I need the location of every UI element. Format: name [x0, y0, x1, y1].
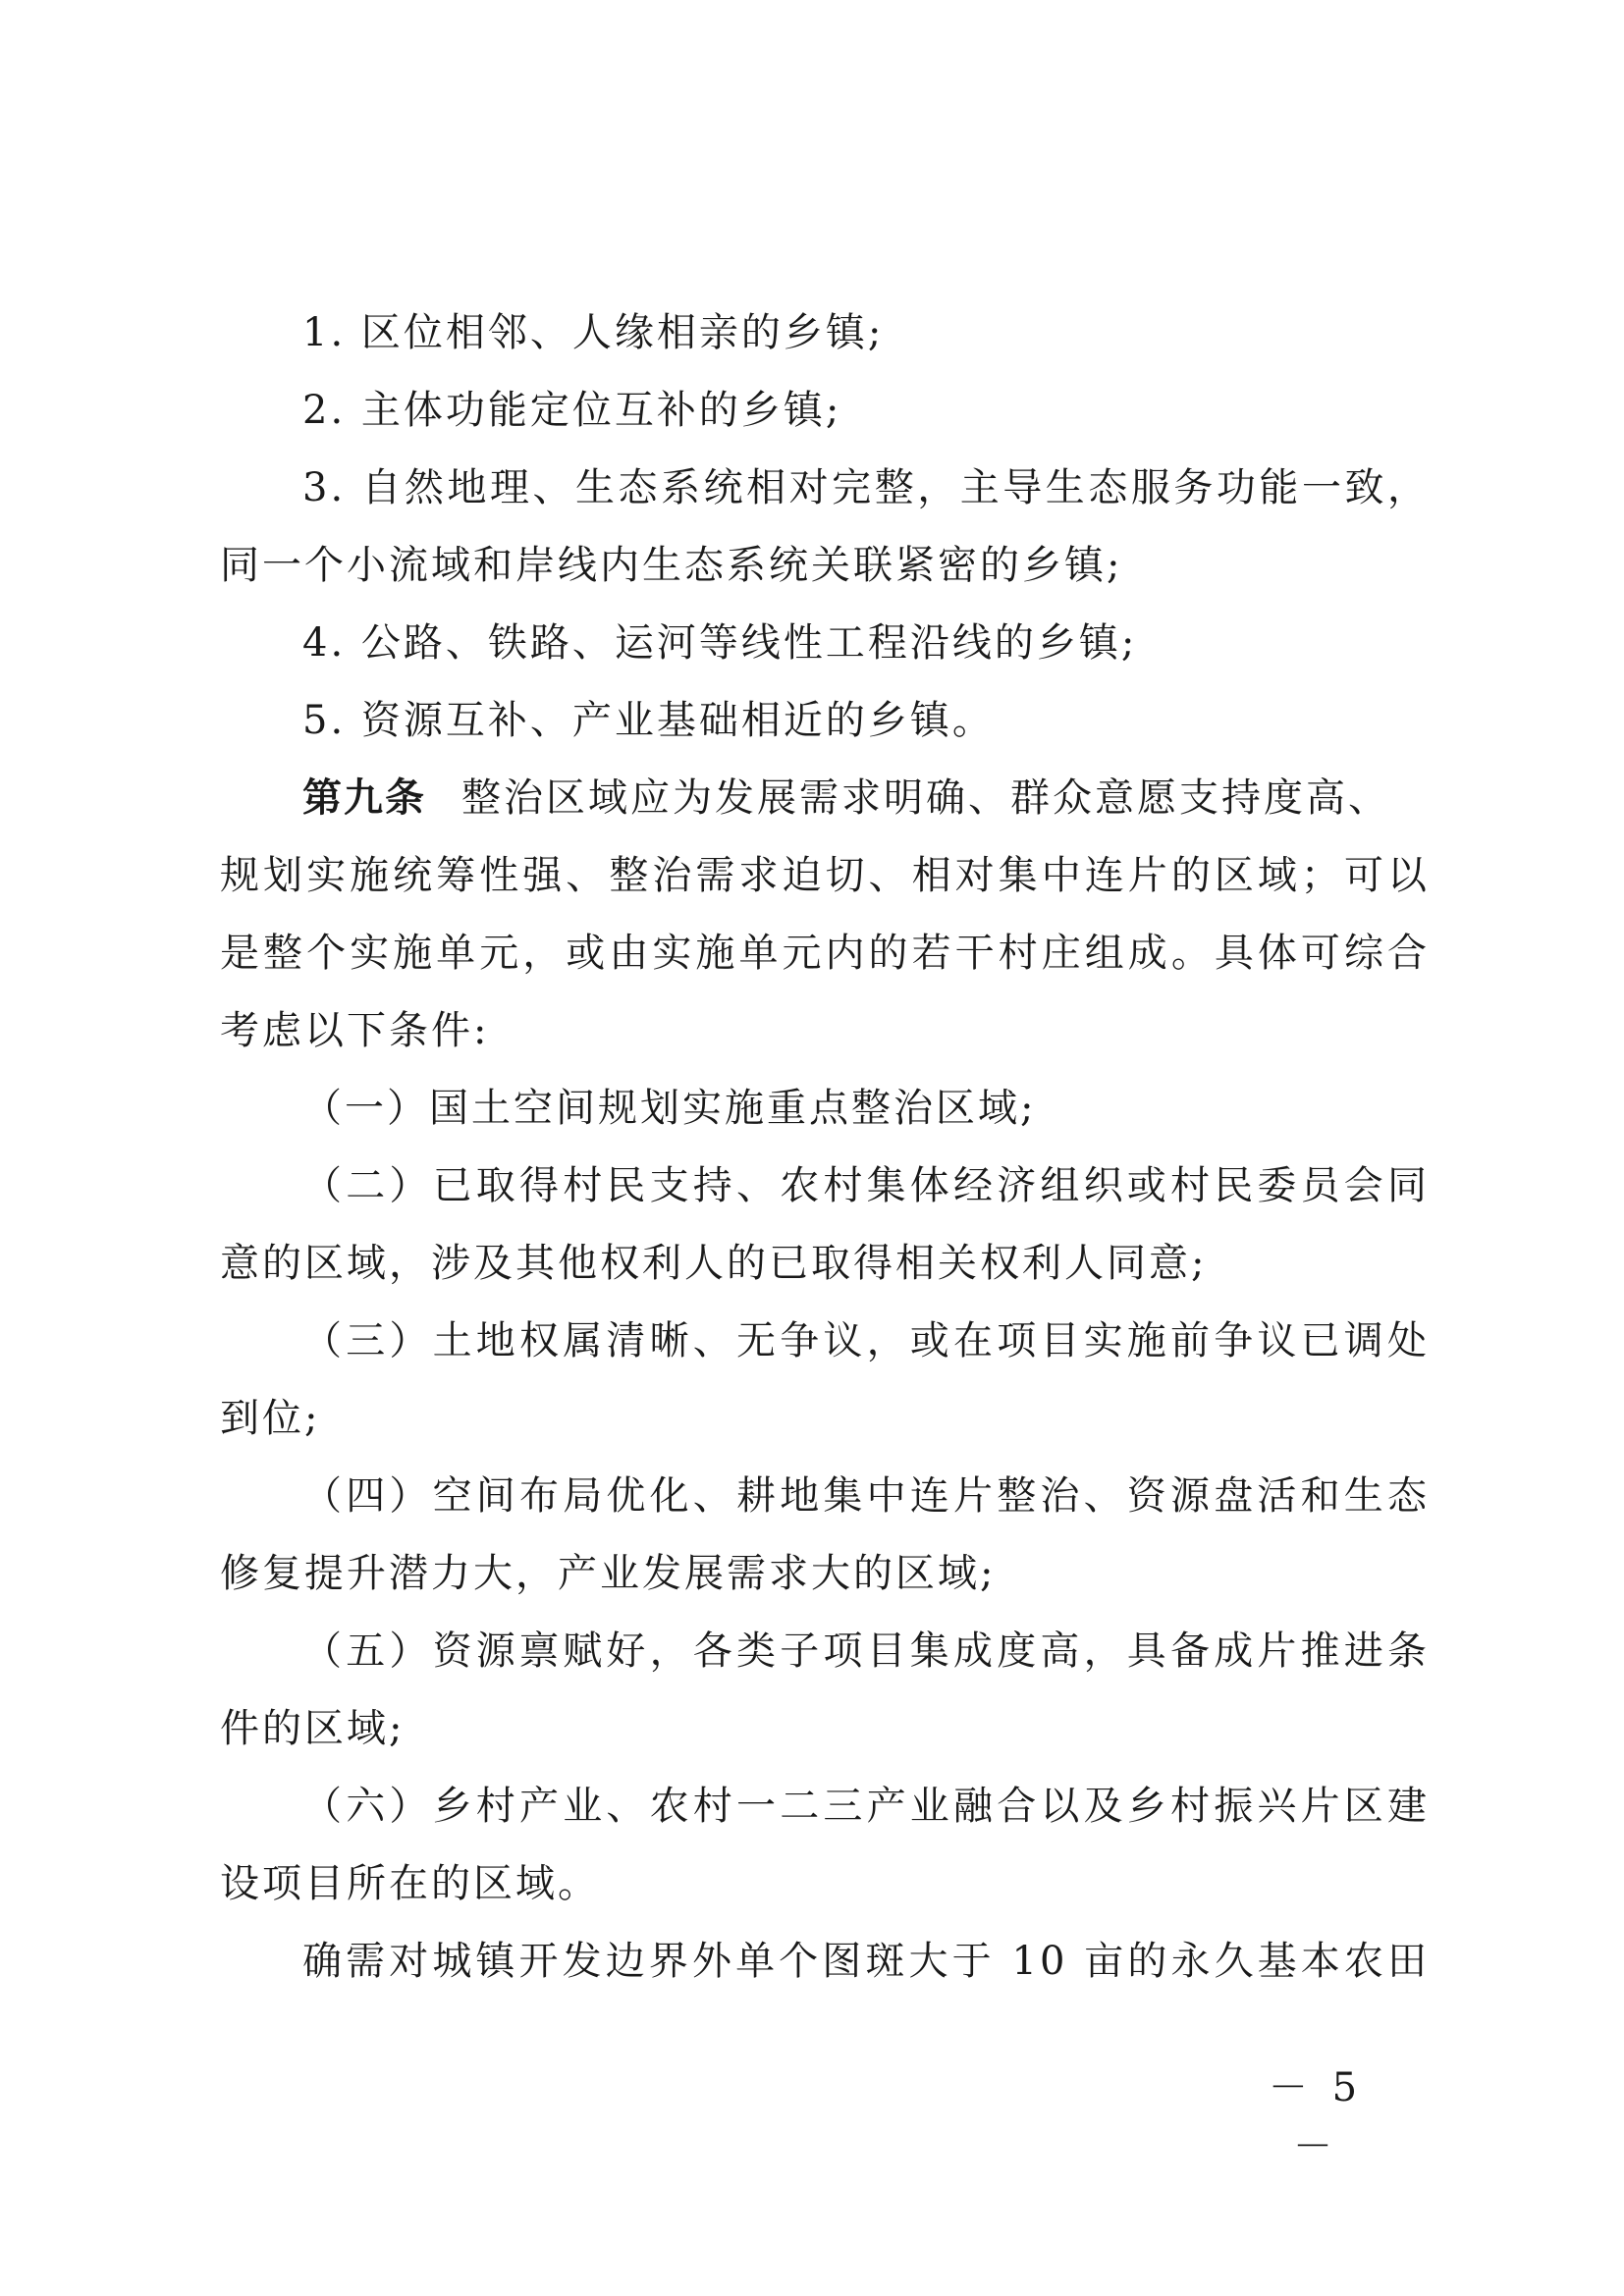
list-item-1: 1. 区位相邻、人缘相亲的乡镇;: [302, 310, 885, 355]
condition-1: （一）国土空间规划实施重点整治区域;: [302, 1086, 1037, 1131]
article-9-line-4: 考虑以下条件:: [220, 1008, 490, 1053]
article-9-text: 整治区域应为发展需求明确、群众意愿支持度高、: [461, 775, 1390, 821]
condition-3-line-2: 到位;: [220, 1396, 321, 1441]
list-item-3-line-1: 3. 自然地理、生态系统相对完整，主导生态服务功能一致，: [302, 465, 1430, 510]
document-body: [220, 294, 1430, 2001]
condition-6-line-2: 设项目所在的区域。: [220, 1861, 600, 1906]
article-9-line-1: [220, 760, 1430, 837]
list-item-4: 4. 公路、铁路、运河等线性工程沿线的乡镇;: [302, 620, 1138, 666]
article-9-line-2: 规划实施统筹性强、整治需求迫切、相对集中连片的区域；可以: [220, 853, 1430, 898]
condition-4-line-2: 修复提升潜力大，产业发展需求大的区域;: [220, 1551, 997, 1596]
condition-4-line-1: （四）空间布局优化、耕地集中连片整治、资源盘活和生态: [302, 1473, 1430, 1519]
list-item-5: 5. 资源互补、产业基础相近的乡镇。: [302, 698, 995, 743]
closing-paragraph-line-1: 确需对城镇开发边界外单个图斑大于 10 亩的永久基本农田: [302, 1939, 1430, 1984]
condition-3-line-1: （三）土地权属清晰、无争议，或在项目实施前争议已调处: [302, 1318, 1430, 1363]
list-item-2: 2. 主体功能定位互补的乡镇;: [302, 388, 842, 433]
article-9-line-3: 是整个实施单元，或由实施单元内的若干村庄组成。具体可综合: [220, 931, 1430, 976]
page-number: － 5 －: [1268, 2065, 1364, 2169]
condition-6-line-1: （六）乡村产业、农村一二三产业融合以及乡村振兴片区建: [302, 1784, 1430, 1829]
list-item-3-line-2: 同一个小流域和岸线内生态系统关联紧密的乡镇;: [220, 543, 1123, 588]
condition-2-line-1: （二）已取得村民支持、农村集体经济组织或村民委员会同: [302, 1163, 1430, 1208]
article-9-label: 第九条: [302, 775, 426, 821]
condition-5-line-2: 件的区域;: [220, 1706, 406, 1751]
condition-5-line-1: （五）资源禀赋好，各类子项目集成度高，具备成片推进条: [302, 1629, 1430, 1674]
condition-2-line-2: 意的区域，涉及其他权利人的已取得相关权利人同意;: [220, 1241, 1208, 1286]
